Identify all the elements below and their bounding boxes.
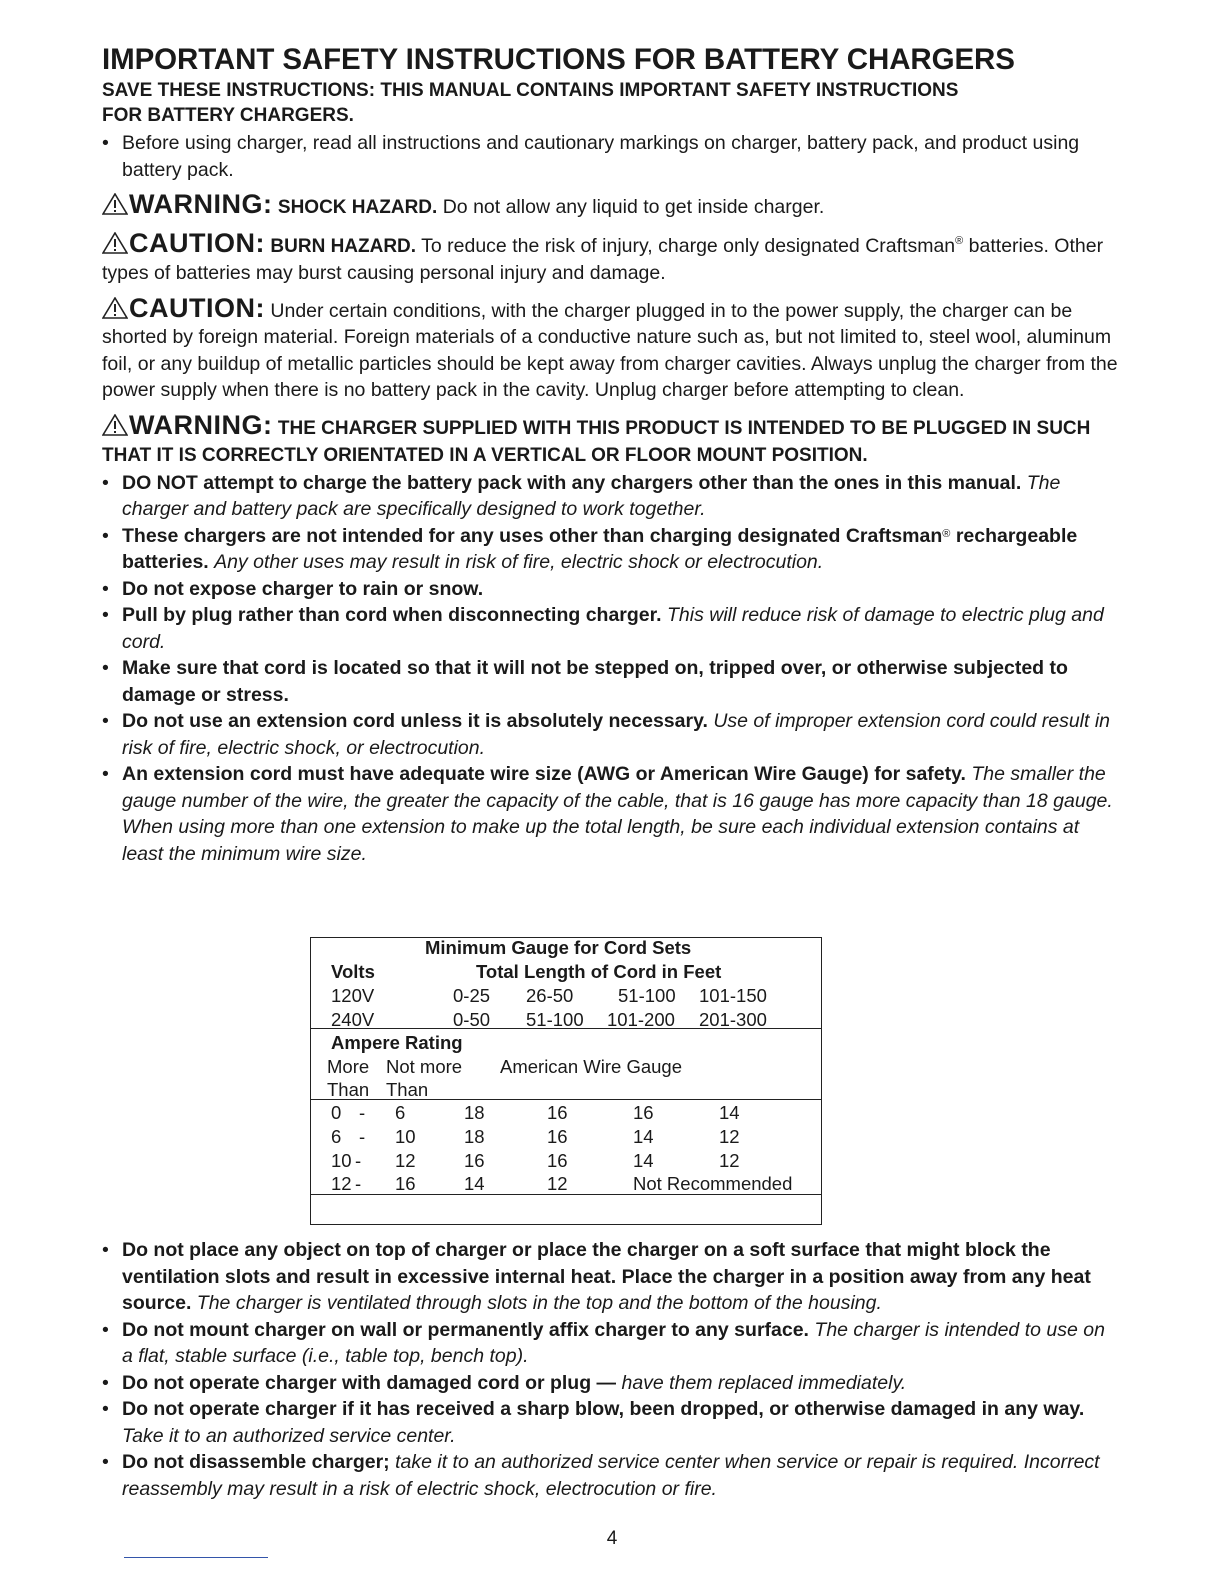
page-number: 4 [606,1528,618,1549]
table-title: Minimum Gauge for Cord Sets [425,937,692,958]
footer-rule [124,1557,268,1558]
cord-gauge-table: Minimum Gauge for Cord Sets Volts Total Length of Cord in Feet 120V 0-25 26-50 51-100 101-150 240V 0-50 51-100 101-200 201-300 Ampere Rating More Not more American Wire Gauge Than Than 0 - 6 18 16 16 14 6 - 10 18 16 14 12 10 - 12 16 16 14 12 12 - 16 14 12 Not Recommended [310,937,822,1225]
warning-triangle-icon [102,414,128,436]
page-title: IMPORTANT SAFETY INSTRUCTIONS FOR BATTERY CHARGERS [102,43,1015,76]
table-row: 0 - 6 18 16 16 14 [331,1102,740,1123]
list-item: • Do not mount charger on wall or permanently affix charger to any surface. The charger is intended to use on a flat, stable surface (i.e., table top, bench top). [102,1318,1105,1367]
list-item: • Do not place any object on top of charger or place the charger on a soft surface that might block the ventilation slots and result in excessive internal heat. Place the charger in a position away from any heat source. The charger is ventilated through slots in the top and the bottom of the housing. [102,1239,1091,1314]
list-item: • Do not expose charger to rain or snow. [102,577,484,600]
table-divider [311,1028,821,1029]
save-instructions: SAVE THESE INSTRUCTIONS: THIS MANUAL CONTAINS IMPORTANT SAFETY INSTRUCTIONS FOR BATTERY CHARGERS. [102,80,959,126]
table-row: 6 - 10 18 16 14 12 [331,1126,740,1147]
table-divider [311,1099,821,1100]
caution-burn-hazard: CAUTION: BURN HAZARD. To reduce the risk of injury, charge only designated Craftsman® batteries. Other types of batteries may burst causing personal injury and damage. [102,227,1104,284]
warning-triangle-icon [102,193,128,215]
table-divider [311,1194,821,1195]
list-item: • Do not disassemble charger; take it to an authorized service center when service or repair is required. Incorrect reassembly may result in a risk of electric shock, electrocution or fire. [102,1451,1100,1500]
table-row: 12 - 16 14 12 Not Recommended [331,1173,793,1194]
caution-foreign-material: CAUTION: Under certain conditions, with the charger plugged in to the power supply, the charger can be shorted by foreign material. Foreign materials of a conductive nature such as, but not limited to, steel wool, aluminum foil, or any buildup of metallic particles should be kept away from charger cavities. Always unplug the charger from the power supply when there is no battery pack in the cavity. Unplug charger before attempting to clean. [102,292,1118,401]
safety-rules-list-2 [102,1237,1112,1502]
caution-triangle-icon [102,232,128,254]
length-header: Total Length of Cord in Feet [476,961,722,982]
intro-bullet: • Before using charger, read all instructions and cautionary markings on charger, battery pack, and product using battery pack. [102,132,1080,181]
list-item: • Pull by plug rather than cord when disconnecting charger. This will reduce risk of damage to electric plug and cord. [102,604,1104,653]
list-item: • An extension cord must have adequate wire size (AWG or American Wire Gauge) for safety. The smaller the gauge number of the wire, the greater the capacity of the cable, that is 16 gauge has more capacity than 18 gauge. When using more than one extension to make up the total length, be sure each individual extension contains at least the minimum wire size. [102,763,1113,865]
table-row: 120V 0-25 26-50 51-100 101-150 [331,985,767,1006]
page-content [102,42,1122,867]
list-item: • DO NOT attempt to charge the battery pack with any chargers other than the ones in this manual. The charger and battery pack are specifically designed to work together. [102,471,1061,520]
table-row: 10 - 12 16 16 14 12 [331,1150,740,1171]
list-item: • Do not use an extension cord unless it is absolutely necessary. Use of improper extension cord could result in risk of fire, electric shock, or electrocution. [102,710,1111,759]
volts-header: Volts [331,961,375,982]
list-item: • Do not operate charger if it has received a sharp blow, been dropped, or otherwise damaged in any way. Take it to an authorized service center. [102,1398,1085,1447]
ampere-header: Ampere Rating [331,1032,463,1053]
list-item: • Make sure that cord is located so that it will not be stepped on, tripped over, or otherwise subjected to damage or stress. [102,657,1068,706]
list-item: • Do not operate charger with damaged cord or plug — have them replaced immediately. [102,1371,907,1394]
warning-orientation: WARNING: THE CHARGER SUPPLIED WITH THIS PRODUCT IS INTENDED TO BE PLUGGED IN SUCH THAT IT IS CORRECTLY ORIENTATED IN A VERTICAL OR FLOOR MOUNT POSITION. [102,409,1091,466]
caution-triangle-icon [102,297,128,319]
safety-rules-list [102,470,1122,868]
list-item: • These chargers are not intended for any uses other than charging designated Craftsman® rechargeable batteries. Any other uses may result in risk of fire, electric shock or electrocution. [102,524,1078,573]
table-row: 240V 0-50 51-100 101-200 201-300 [331,1009,767,1030]
warning-shock-hazard: WARNING: SHOCK HAZARD. Do not allow any liquid to get inside charger. [102,191,1122,222]
